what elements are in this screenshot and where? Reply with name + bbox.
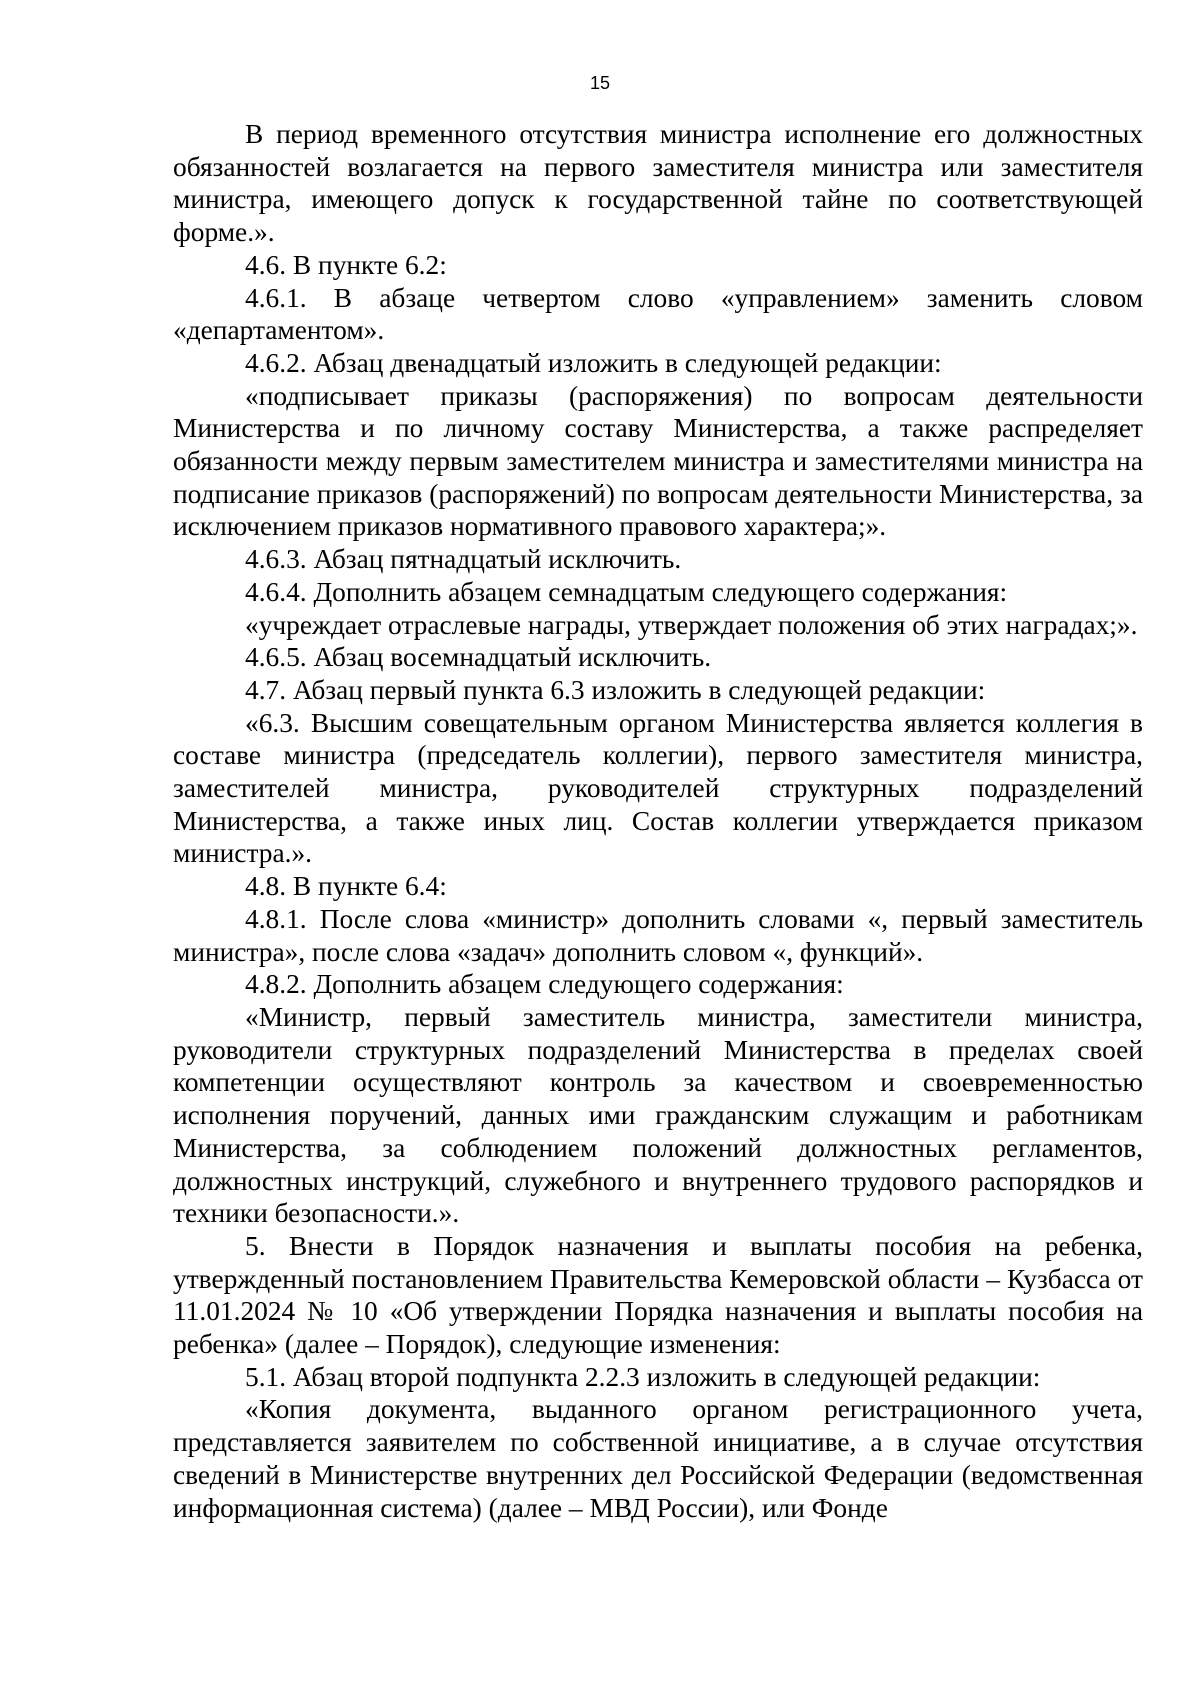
paragraph: 4.6.1. В абзаце четвертом слово «управлением» заменить словом «департаментом». xyxy=(173,282,1143,346)
paragraph: 4.8.2. Дополнить абзацем следующего содержания: xyxy=(245,969,844,1000)
paragraph: В период временного отсутствия министра исполнение его должностных обязанностей возлагается на первого заместителя министра или заместителя министра, имеющего допуск к государственной тайне по соответствующей форме.». xyxy=(173,119,1143,248)
paragraph: «Копия документа, выданного органом регистрационного учета, представляется заявителем по собственной инициативе, а в случае отсутствия сведений в Министерстве внутренних дел Российской Федерации (ведомственная информационная система) (далее – МВД России), или Фонде xyxy=(173,1394,1143,1523)
paragraph: 5.1. Абзац второй подпункта 2.2.3 изложить в следующей редакции: xyxy=(245,1361,1041,1392)
paragraph: 4.6.4. Дополнить абзацем семнадцатым следующего содержания: xyxy=(245,576,1008,607)
paragraph: 4.6. В пункте 6.2: xyxy=(245,249,447,280)
paragraph: 4.6.3. Абзац пятнадцатый исключить. xyxy=(245,544,682,575)
paragraph: «6.3. Высшим совещательным органом Министерства является коллегия в составе министра (председатель коллегии), первого заместителя министра, заместителей министра, руководителей структурных подразделений Министерства, а также иных лиц. Состав коллегии утверждается приказом министра.». xyxy=(173,707,1143,869)
page-number: 15 xyxy=(589,73,611,93)
paragraph: 5. Внести в Порядок назначения и выплаты пособия на ребенка, утвержденный постановлением Правительства Кемеровской области – Кузбасса от 11.01.2024 № 10 «Об утверждении Порядка назначения и выплаты пособия на ребенка» (далее – Порядок), следующие изменения: xyxy=(173,1230,1143,1360)
paragraph: 4.7. Абзац первый пункта 6.3 изложить в следующей редакции: xyxy=(245,674,986,705)
paragraph: «учреждает отраслевые награды, утверждает положения об этих наградах;». xyxy=(245,609,1138,640)
paragraph: 4.6.5. Абзац восемнадцатый исключить. xyxy=(245,642,712,673)
paragraph: 4.6.2. Абзац двенадцатый изложить в следующей редакции: xyxy=(245,347,942,378)
paragraph: «Министр, первый заместитель министра, заместители министра, руководители структурных подразделений Министерства в пределах своей компетенции осуществляют контроль за качеством и своевременностью исполнения поручений, данных ими гражданским служащим и работникам Министерства, за соблюдением положений должностных регламентов, должностных инструкций, служебного и внутреннего трудового распорядков и техники безопасности.». xyxy=(173,1001,1143,1229)
paragraph: 4.8.1. После слова «министр» дополнить словами «, первый заместитель министра», после слова «задач» дополнить словом «, функций». xyxy=(173,903,1143,967)
document-body xyxy=(173,118,1143,1524)
paragraph: «подписывает приказы (распоряжения) по вопросам деятельности Министерства и по личному составу Министерства, а также распределяет обязанности между первым заместителем министра и заместителями министра на подписание приказов (распоряжений) по вопросам деятельности Министерства, за исключением приказов нормативного правового характера;». xyxy=(173,380,1143,542)
paragraph: 4.8. В пункте 6.4: xyxy=(245,871,447,902)
